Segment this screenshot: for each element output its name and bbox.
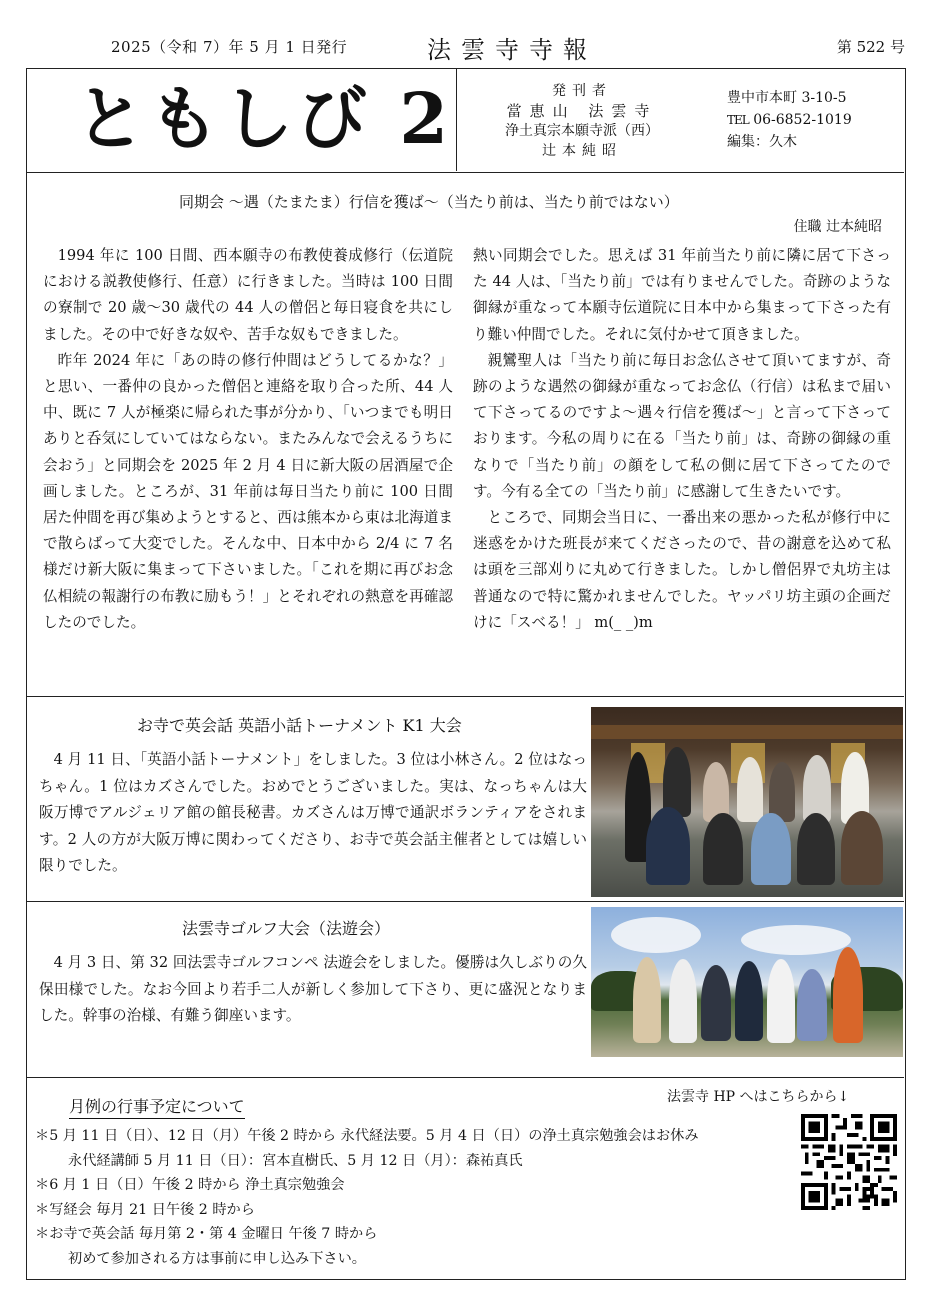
telephone-number: 06-6852-1019 bbox=[753, 112, 852, 128]
logo-text: ともしび 2 bbox=[75, 77, 453, 160]
article-title: 同期会 〜遇（たまたま）行信を獲ば〜（当たり前は、当たり前ではない） bbox=[179, 193, 679, 211]
article-english-club bbox=[27, 697, 904, 902]
newsletter-frame bbox=[26, 68, 906, 1280]
issue-number: 第 522 号 bbox=[836, 38, 905, 56]
header-line bbox=[55, 30, 905, 64]
paper-name: 法雲寺寺報 bbox=[427, 36, 597, 64]
schedule-item: ＊写経会 毎月 21 日午後 2 時から bbox=[35, 1201, 255, 1218]
schedule-item: 永代経講師 5 月 11 日（日）：宮本直樹氏、5 月 12 日（月）：森祐真氏 bbox=[68, 1152, 523, 1169]
issue-date: 2025（令和 7）年 5 月 1 日発行 bbox=[111, 38, 348, 56]
address: 豊中市本町 3-10-5 bbox=[727, 90, 847, 106]
telephone-icon: TEL bbox=[727, 113, 749, 127]
publisher-block bbox=[472, 81, 692, 161]
telephone bbox=[727, 109, 852, 131]
article-reunion bbox=[27, 173, 904, 697]
english-club-group-photo bbox=[591, 707, 903, 897]
paragraph: 熱い同期会でした。思えば 31 年前当たり前に隣に居て下さった 44 人は、「当たり前」では有りませんでした。奇跡のような御縁が重なって本願寺伝道院に日本中から集まって下さった有り難い仲間でした。それに気付かせて頂きました。 bbox=[473, 247, 891, 343]
schedule-item: ＊5 月 11 日（日）、12 日（月）午後 2 時から 永代経法要。5 月 4 日（日）の浄土真宗勉強会はお休み bbox=[35, 1128, 699, 1144]
paragraph: 4 月 11 日、「英語小話トーナメント」をしました。3 位は小林さん。2 位はなっちゃん。1 位はカズさんでした。おめでとうございました。実は、なっちゃんは大阪万博でアルジェリア館の館長秘書。カズさんは万博で通訳ボランティアをされます。2 人の方が大阪万博に関わってくださり、お寺で英会話主催者としては嬉しい限りでした。 bbox=[39, 751, 587, 874]
newsletter-logo bbox=[27, 69, 457, 171]
masthead bbox=[27, 69, 904, 173]
qr-code-icon[interactable] bbox=[801, 1114, 897, 1210]
paragraph: 親鸞聖人は「当たり前に毎日お念仏させて頂いてますが、奇跡のような遇然の御縁が重なってお念仏（行信）は私まで届いて下さってるのですよ〜遇々行信を獲ば〜」と言って下さっております。今私の周りに在る「当たり前」は、奇跡の御縁の重なりで「当たり前」の顔をして私の側に居て下さってたのです。今有る全ての「当たり前」に感謝して生きたいです。 bbox=[473, 351, 891, 500]
temple-name: 當恵山 法雲寺 bbox=[506, 102, 658, 120]
sect-name: 浄土真宗本願寺派（西） bbox=[505, 123, 659, 139]
article-title: 法雲寺ゴルフ大会（法遊会） bbox=[182, 919, 391, 938]
article-column-left bbox=[43, 243, 453, 636]
schedule-item: 初めて参加される方は事前に申し込み下さい。 bbox=[68, 1250, 366, 1267]
contact-block bbox=[727, 87, 852, 153]
schedule-title: 月例の行事予定について bbox=[69, 1094, 245, 1119]
article-body bbox=[39, 950, 587, 1030]
paragraph: ところで、同期会当日に、一番出来の悪かった私が修行中に迷惑をかけた班長が来てくださったので、昔の謝意を込めて私は頭を三部刈りに丸めて行きました。しかし僧侶界で丸坊主は普通なので特に驚かれませんでした。ヤッパリ坊主頭の企画だけに「スベる！」 m(_ _)m bbox=[473, 509, 891, 631]
schedule-section bbox=[27, 1078, 904, 1280]
article-title: お寺で英会話 英語小話トーナメント K1 大会 bbox=[137, 716, 462, 735]
paragraph: 4 月 3 日、第 32 回法雲寺ゴルフコンペ 法遊会をしました。優勝は久しぶりの久保田様でした。なお今回より若手二人が新しく参加して下さり、更に盛況となりました。幹事の治様、有難う御座います。 bbox=[39, 954, 587, 1024]
schedule-item: ＊お寺で英会話 毎月第 2・第 4 金曜日 午後 7 時から bbox=[35, 1226, 378, 1242]
homepage-label: 法雲寺 HP へはこちらから↓ bbox=[667, 1089, 850, 1105]
article-author: 住職 辻本純昭 bbox=[793, 219, 882, 235]
paragraph: 1994 年に 100 日間、西本願寺の布教使養成修行（伝道院における説教使修行、任意）に行きました。当時は 100 日間の寮制で 20 歳〜30 歳代の 44 人の僧侶と毎日寝食を共にしました。その中で好きな奴や、苦手な奴もできました。 bbox=[43, 247, 453, 343]
golf-group-photo bbox=[591, 907, 903, 1057]
paragraph: 昨年 2024 年に「あの時の修行仲間はどうしてるかな？」と思い、一番仲の良かった僧侶と連絡を取り合った所、44 人中、既に 7 人が極楽に帰られた事が分かり、「いつまでも明日ありと呑気にしていてはならない。またみんなで会えるうちに会おう」と同期会を 2025 年 2 月 4 日に新大阪の居酒屋で企画しました。ところが、31 年前は毎日当たり前に 100 日間居た仲間を再び集めようとすると、西は熊本から東は北海道まで散らばって大変でした。そんな中、日本中から 2/4 に 7 名様だけ新大阪に集まって下さいました。「これを期に再びお念仏相続の報謝行の布教に励もう！」とそれぞれの熱意を再確認したのでした。 bbox=[43, 351, 453, 631]
article-column-right bbox=[473, 243, 891, 636]
publisher-label: 発刊者 bbox=[552, 83, 612, 99]
publisher-name: 辻本純昭 bbox=[542, 143, 622, 159]
editor: 編集：久木 bbox=[727, 134, 797, 150]
article-body bbox=[39, 747, 587, 880]
schedule-list bbox=[35, 1124, 699, 1271]
schedule-item: ＊6 月 1 日（日）午後 2 時から 浄土真宗勉強会 bbox=[35, 1177, 345, 1193]
